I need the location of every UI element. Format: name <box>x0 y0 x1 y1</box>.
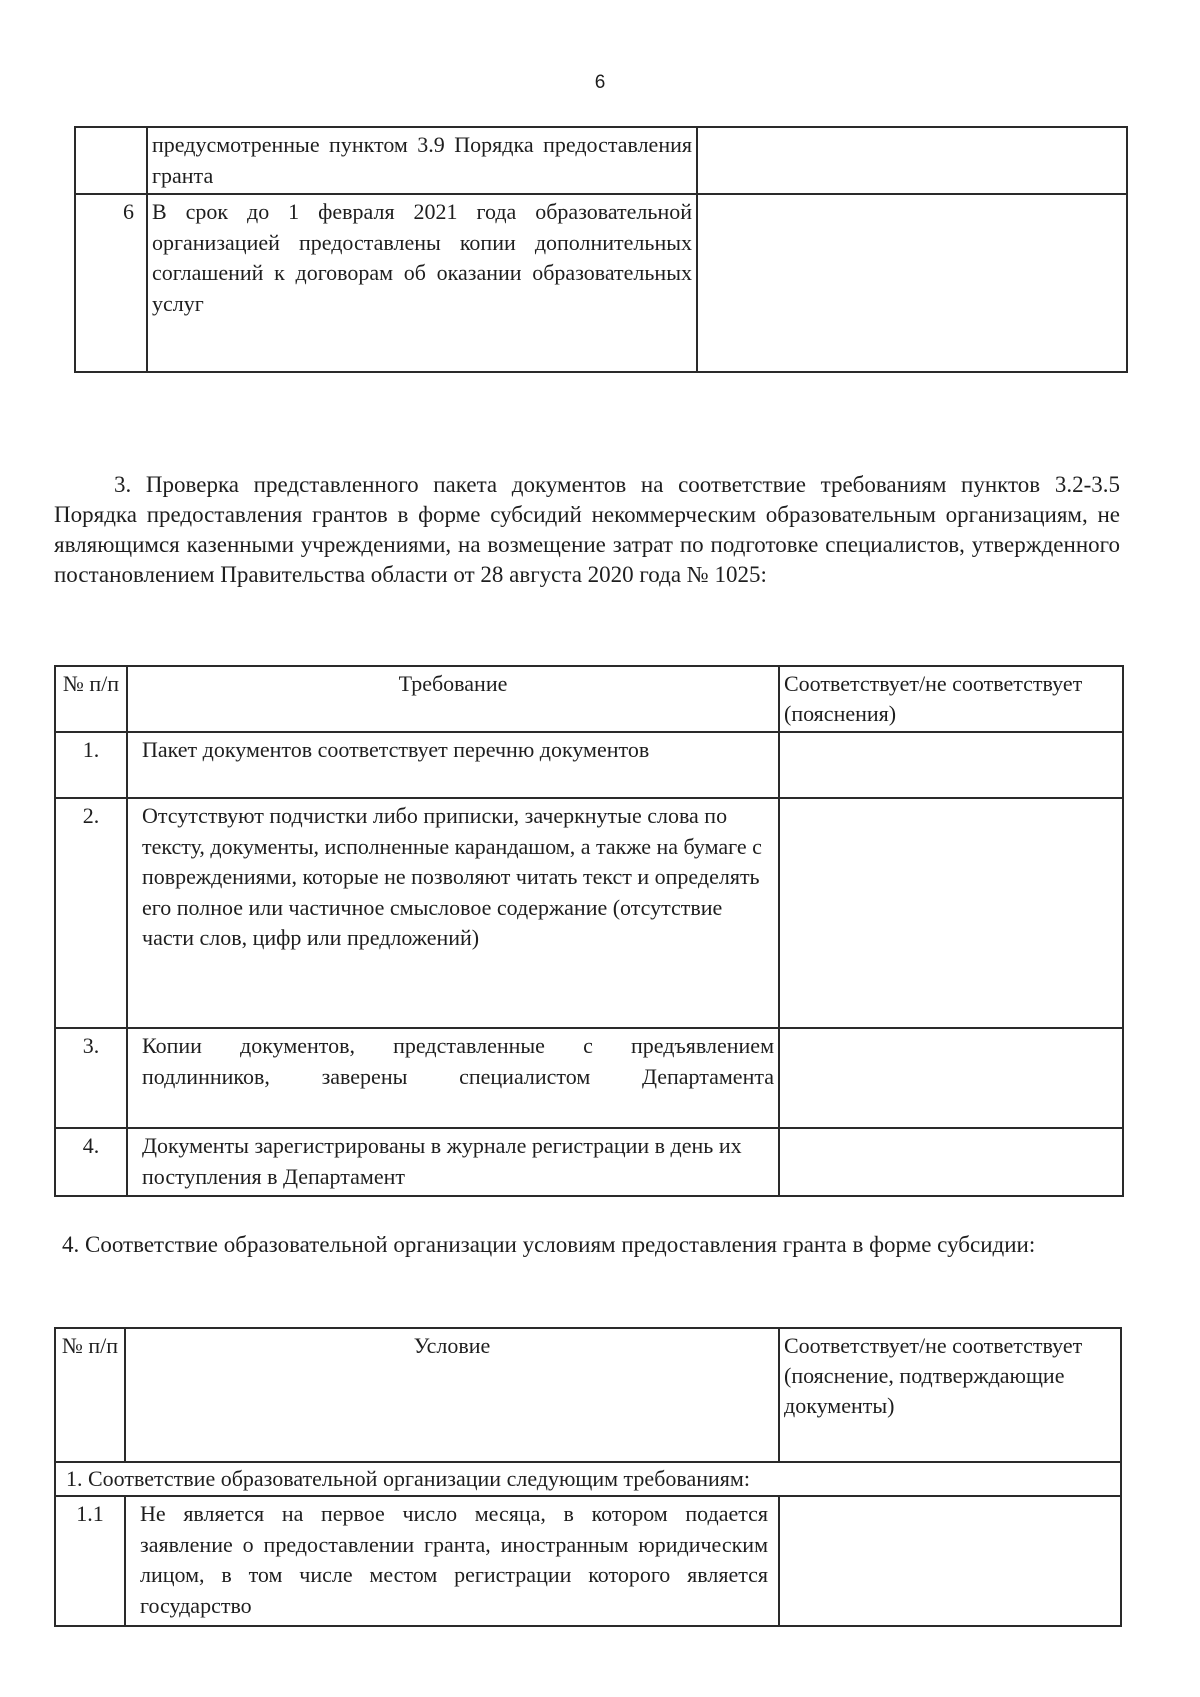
section-3-paragraph: 3. Проверка представленного пакета документов на соответствие требованиям пунктов 3.2-3.5 Порядка предоставления грантов в форме субсидий некоммерческим образовательным организациям, не являющимся казенными учреждениями, на возмещение затрат по подготовке специалистов, утвержденного постановлением Правительства области от 28 августа 2020 года № 1025: <box>54 472 1120 587</box>
table-header-row <box>55 666 1123 732</box>
row-text: Пакет документов соответствует перечню документов <box>127 732 779 798</box>
header-requirement: Требование <box>127 666 779 732</box>
header-status: Соответствует/не соответствует (пояснение, подтверждающие документы) <box>779 1328 1121 1462</box>
row-value <box>697 194 1127 372</box>
group-row <box>55 1462 1121 1496</box>
requirements-table <box>54 665 1124 1197</box>
row-text: Копии документов, представленные с предъявлением подлинников, заверены специалистом Департамента <box>127 1028 779 1128</box>
header-status: Соответствует/не соответствует (пояснения) <box>779 666 1123 732</box>
table-row <box>55 1128 1123 1196</box>
row-number: 4. <box>55 1128 127 1196</box>
row-number <box>75 127 147 194</box>
table-row <box>55 1028 1123 1128</box>
row-value <box>779 1128 1123 1196</box>
header-number: № п/п <box>55 666 127 732</box>
row-number: 1.1 <box>55 1496 125 1626</box>
table-row <box>75 194 1127 372</box>
row-number: 3. <box>55 1028 127 1128</box>
header-condition: Условие <box>125 1328 779 1462</box>
table-row <box>55 732 1123 798</box>
row-text: Не является на первое число месяца, в котором подается заявление о предоставлении гранта, иностранным юридическим лицом, в том числе местом регистрации которого является государство <box>125 1496 779 1626</box>
row-value <box>779 732 1123 798</box>
table-row <box>75 127 1127 194</box>
continuation-table <box>74 126 1128 373</box>
group-row-text: 1. Соответствие образовательной организации следующим требованиям: <box>55 1462 1121 1496</box>
row-value <box>779 798 1123 1028</box>
table-row <box>55 1496 1121 1626</box>
row-text: предусмотренные пунктом 3.9 Порядка предоставления гранта <box>147 127 697 194</box>
row-value <box>697 127 1127 194</box>
row-number: 1. <box>55 732 127 798</box>
table-header-row <box>55 1328 1121 1462</box>
row-text: В срок до 1 февраля 2021 года образовательной организацией предоставлены копии дополнительных соглашений к договорам об оказании образовательных услуг <box>147 194 697 372</box>
section-4-paragraph: 4. Соответствие образовательной организации условиям предоставления гранта в форме субсидии: <box>62 1232 1036 1257</box>
conditions-table <box>54 1327 1122 1627</box>
page-number: 6 <box>594 72 606 93</box>
header-number: № п/п <box>55 1328 125 1462</box>
table-row <box>55 798 1123 1028</box>
row-number: 2. <box>55 798 127 1028</box>
row-value <box>779 1496 1121 1626</box>
row-text: Документы зарегистрированы в журнале регистрации в день их поступления в Департамент <box>127 1128 779 1196</box>
row-value <box>779 1028 1123 1128</box>
row-text: Отсутствуют подчистки либо приписки, зачеркнутые слова по тексту, документы, исполненные карандашом, а также на бумаге с повреждениями, которые не позволяют читать текст и определять его полное или частичное смысловое содержание (отсутствие части слов, цифр или предложений) <box>127 798 779 1028</box>
row-number: 6 <box>75 194 147 372</box>
